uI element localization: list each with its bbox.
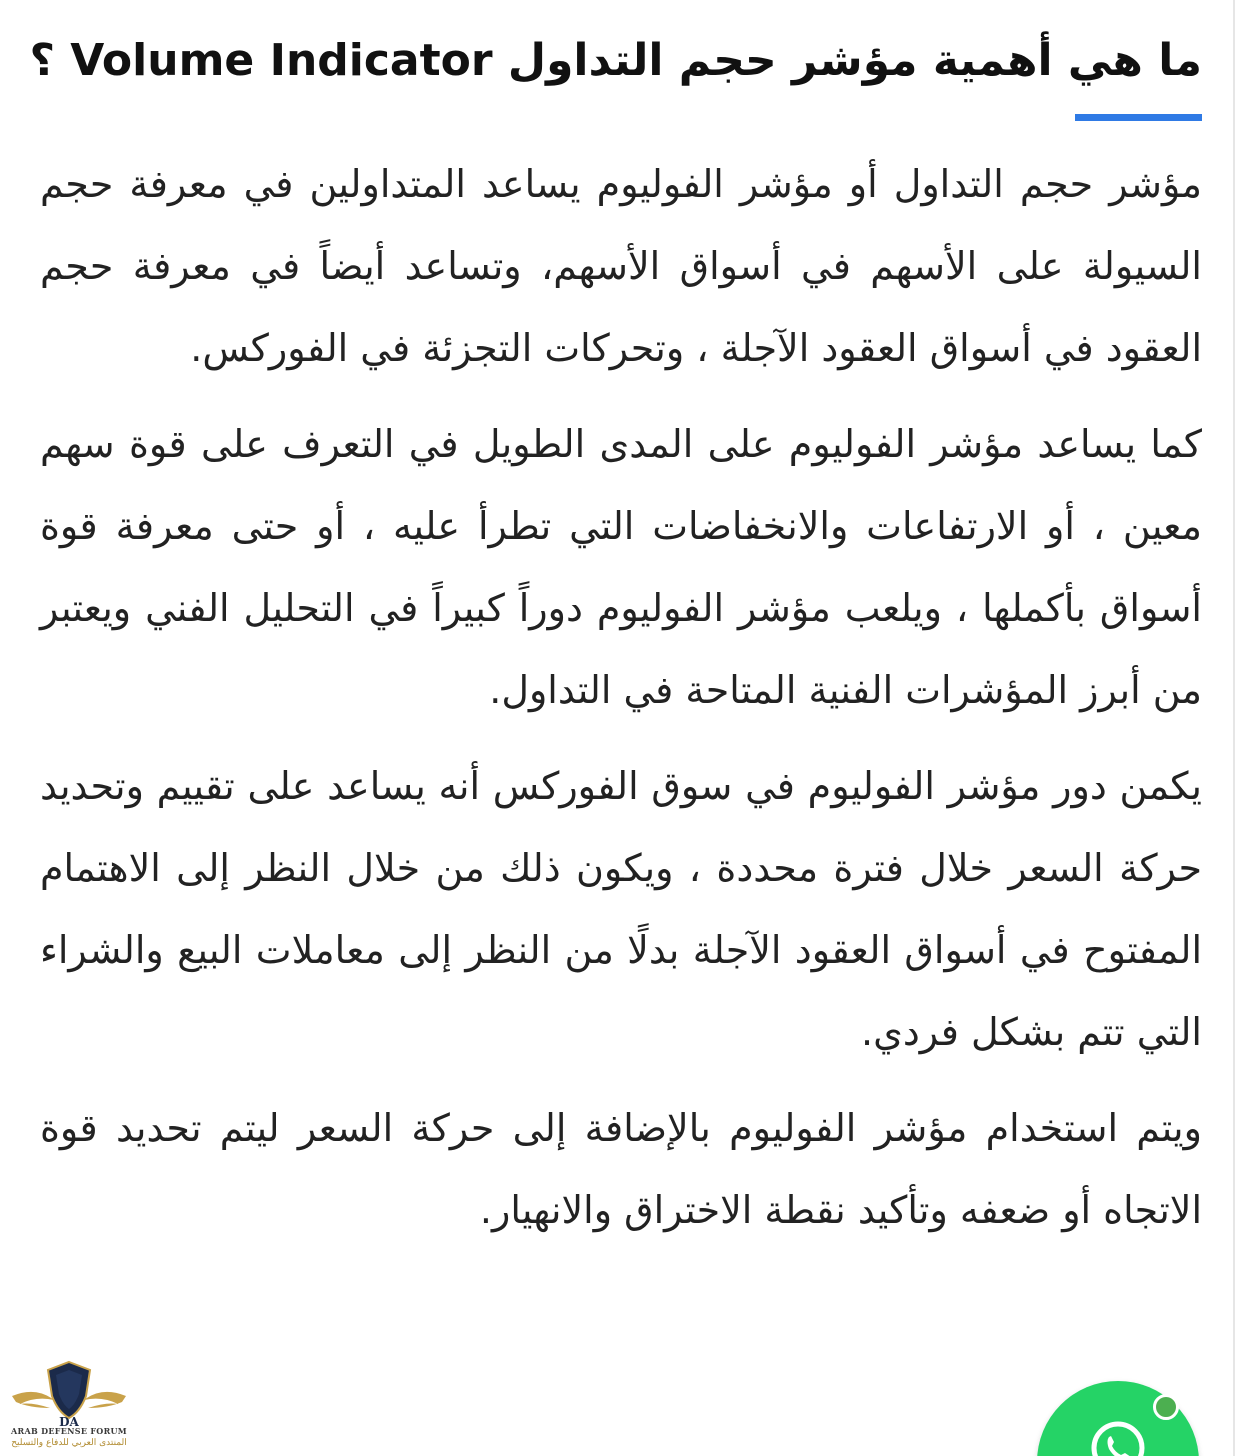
article-body	[29, 0, 1202, 1251]
online-status-dot	[1153, 1394, 1179, 1420]
whatsapp-chat-button[interactable]	[1037, 1381, 1199, 1456]
site-watermark-logo	[6, 1356, 132, 1452]
watermark-name-ar: المنتدى العربي للدفاع والتسليح	[11, 1438, 127, 1448]
article-paragraph: مؤشر حجم التداول أو مؤشر الفوليوم يساعد المتداولين في معرفة حجم السيولة على الأسهم في أسواق الأسهم، وتساعد أيضاً في معرفة حجم العقود في أسواق العقود الآجلة ، وتحركات التجزئة في الفوركس.	[40, 162, 1202, 370]
shield-wings-icon	[6, 1356, 132, 1428]
page-edge-divider	[1233, 0, 1235, 1456]
article-heading: ما هي أهمية مؤشر حجم التداول Volume Indicator ؟	[29, 35, 1202, 86]
article-paragraph: كما يساعد مؤشر الفوليوم على المدى الطويل في التعرف على قوة سهم معين ، أو الارتفاعات والانخفاضات التي تطرأ عليه ، أو حتى معرفة قوة أسواق بأكملها ، ويلعب مؤشر الفوليوم دوراً كبيراً في التحليل الفني ويعتبر من أبرز المؤشرات الفنية المتاحة في التداول.	[40, 422, 1202, 712]
article-paragraph: يكمن دور مؤشر الفوليوم في سوق الفوركس أنه يساعد على تقييم وتحديد حركة السعر خلال فترة محددة ، ويكون ذلك من خلال النظر إلى الاهتمام المفتوح في أسواق العقود الآجلة بدلًا من النظر إلى معاملات البيع والشراء التي تتم بشكل فردي.	[40, 764, 1202, 1054]
watermark-name-en: ARAB DEFENSE FORUM	[11, 1426, 127, 1436]
watermark-initials: DA	[59, 1415, 79, 1428]
heading-accent-underline	[1075, 114, 1202, 121]
whatsapp-icon	[1089, 1419, 1147, 1456]
article-paragraph: ويتم استخدام مؤشر الفوليوم بالإضافة إلى حركة السعر ليتم تحديد قوة الاتجاه أو ضعفه وتأكيد نقطة الاختراق والانهيار.	[40, 1106, 1202, 1232]
